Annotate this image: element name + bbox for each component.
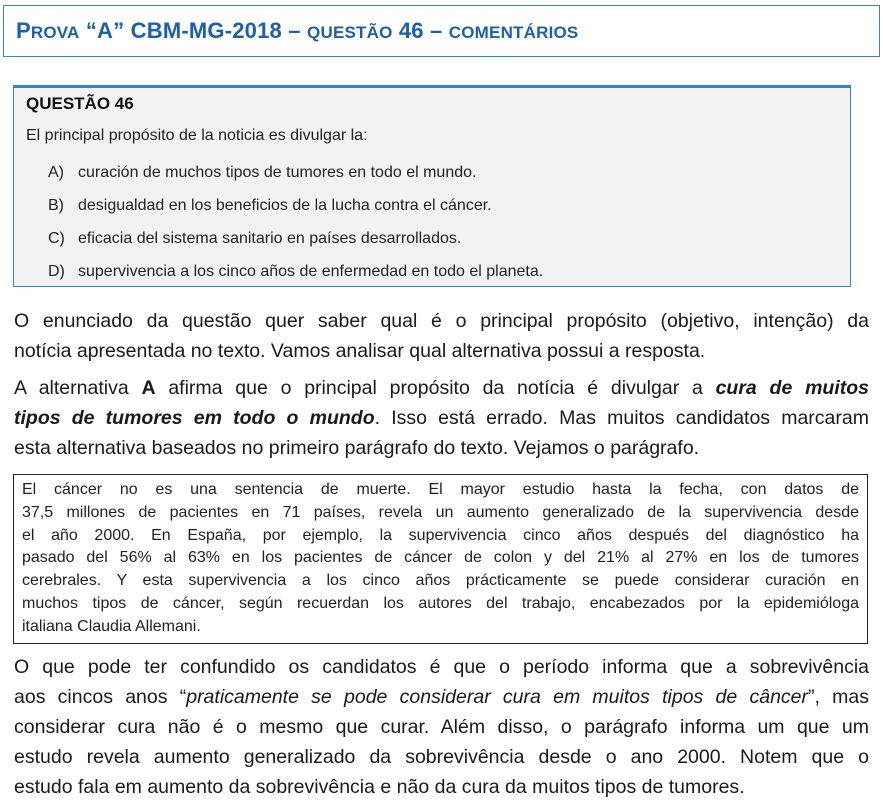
text-span: A alternativa bbox=[14, 377, 142, 399]
title-part: “A” CBM-MG-2018 – bbox=[79, 18, 308, 43]
title-part: ROVA bbox=[30, 23, 80, 42]
text-span: aos cincos anos “ bbox=[14, 686, 187, 708]
quote-line: pasado del 56% al 63% en los pacientes de cáncer de colon y del 21% al 27% en los de tumores bbox=[22, 549, 859, 567]
option-a bbox=[48, 164, 476, 182]
question-box bbox=[13, 85, 851, 287]
quote-line: 37,5 millones de pacientes en 71 países, revela un aumento generalizado de la supervivencia desde bbox=[22, 503, 859, 521]
question-title: QUESTÃO 46 bbox=[26, 94, 134, 113]
text-line: O que pode ter confundido os candidatos é que o período informa que a sobrevivência bbox=[14, 656, 869, 678]
title-part: QUESTÃO bbox=[307, 23, 393, 42]
quote-line: el año 2000. En España, por ejemplo, la supervivencia cinco años después del diagnóstico ha bbox=[22, 526, 859, 544]
text-span: ”, mas bbox=[808, 686, 869, 708]
option-text: desigualdad en los beneficios de la lucha contra el cáncer. bbox=[78, 197, 492, 214]
title-part: COMENTÁRIOS bbox=[448, 23, 579, 42]
quote-line: El cáncer no es una sentencia de muerte. El mayor estudio hasta la fecha, con datos de bbox=[22, 481, 859, 498]
option-d bbox=[48, 263, 543, 281]
option-text: eficacia del sistema sanitario en países desarrollados. bbox=[78, 230, 462, 247]
text-line: notícia apresentada no texto. Vamos analisar qual alternativa possui a resposta. bbox=[14, 340, 706, 362]
option-letter: D) bbox=[48, 263, 65, 280]
paragraph-intro bbox=[14, 306, 869, 366]
option-letter: A) bbox=[48, 164, 64, 181]
paragraph-alternative-a bbox=[14, 373, 869, 463]
page-title bbox=[16, 18, 578, 44]
option-text: curación de muchos tipos de tumores en todo el mundo. bbox=[78, 164, 477, 181]
text-span: tipos de tumores em todo o mundo bbox=[14, 407, 375, 429]
option-text: supervivencia a los cinco años de enfermedad en todo el planeta. bbox=[78, 263, 544, 280]
text-span: A bbox=[141, 377, 156, 399]
text-line: estudo fala em aumento da sobrevivência e não da cura da muitos tipos de tumores. bbox=[14, 776, 745, 798]
text-line: O enunciado da questão quer saber qual é o principal propósito (objetivo, intenção) da bbox=[14, 310, 869, 332]
quote-line: italiana Claudia Allemani. bbox=[22, 617, 201, 635]
quote-line: cerebrales. Y esta supervivencia a los cinco años prácticamente se puede considerar curación en bbox=[22, 572, 859, 590]
text-line bbox=[14, 403, 869, 433]
text-line: esta alternativa baseados no primeiro parágrafo do texto. Vejamos o parágrafo. bbox=[14, 437, 700, 459]
text-line bbox=[14, 373, 869, 403]
question-stem: El principal propósito de la noticia es divulgar la: bbox=[26, 127, 368, 144]
option-c bbox=[48, 230, 461, 248]
text-line bbox=[14, 682, 869, 712]
quote-line: muchos tipos de cáncer, según recuerdan los autores del trabajo, encabezados por la epidemióloga bbox=[22, 594, 859, 612]
option-b bbox=[48, 197, 492, 215]
title-part: 46 – bbox=[392, 18, 449, 43]
paragraph-analysis bbox=[14, 652, 869, 802]
text-line: considerar cura não é o mesmo que curar. Além disso, o parágrafo informa um que um bbox=[14, 716, 869, 738]
option-letter: C) bbox=[48, 230, 65, 247]
quoted-paragraph bbox=[13, 474, 868, 644]
text-span: cura de muitos bbox=[715, 377, 869, 399]
title-part: P bbox=[16, 18, 31, 43]
text-span: . Isso está errado. Mas muitos candidatos marcaram bbox=[374, 407, 869, 429]
text-span: afirma que o principal propósito da notícia é divulgar a bbox=[155, 377, 716, 399]
text-line: estudo revela aumento generalizado da sobrevivência desde o ano 2000. Notem que o bbox=[14, 746, 869, 768]
text-span: praticamente se pode considerar cura em muitos tipos de câncer bbox=[186, 686, 808, 708]
option-letter: B) bbox=[48, 197, 64, 214]
header-box bbox=[3, 5, 880, 57]
